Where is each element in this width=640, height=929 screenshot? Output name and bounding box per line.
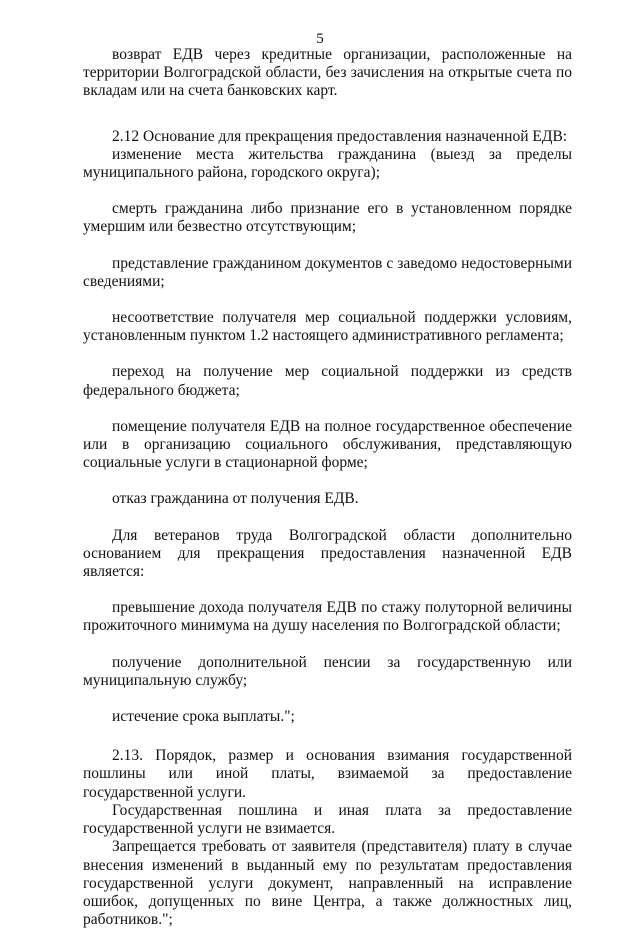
paragraph-2-12-heading: 2.12 Основание для прекращения предоставления назначенной ЕДВ: xyxy=(112,127,568,145)
paragraph-payment-term-expiry: истечение срока выплаты."; xyxy=(112,708,295,726)
document-body xyxy=(83,46,572,929)
paragraph-income-excess: превышение дохода получателя ЕДВ по стажу полуторной величины прожиточного минимума на душу населения по Волгоградской области; xyxy=(83,599,572,635)
paragraph-refusal: отказ гражданина от получения ЕДВ. xyxy=(112,490,359,508)
paragraph-false-documents: представление гражданином документов с заведомо недостоверными сведениями; xyxy=(83,254,572,290)
paragraph-conditions-mismatch: несоответствие получателя мер социальной поддержки условиям, установленным пунктом 1.2 настоящего административного регламента; xyxy=(83,309,572,345)
paragraph-payment-prohibition: Запрещается требовать от заявителя (представителя) плату в случае внесения изменений в выданный ему по результатам предоставления государственной услуги документ, направленный на исправление ошибок, допущенных по вине Центра, а также должностных лиц, работников."; xyxy=(83,838,572,929)
paragraph-2-13-state-fee: 2.13. Порядок, размер и основания взимания государственной пошлины или иной платы, взимаемой за предоставление государственной услуги. xyxy=(83,747,572,801)
paragraph-death-or-missing: смерть гражданина либо признание его в установленном порядке умершим или безвестно отсутствующим; xyxy=(83,200,572,236)
paragraph-labor-veterans-additional-grounds: Для ветеранов труда Волгоградской области дополнительно основанием для прекращения предоставления назначенной ЕДВ является: xyxy=(83,526,572,581)
paragraph-federal-budget-transfer: переход на получение мер социальной поддержки из средств федерального бюджета; xyxy=(83,363,572,399)
paragraph-state-care-placement: помещение получателя ЕДВ на полное государственное обеспечение или в организацию социального обслуживания, представляющую социальные услуги в стационарной форме; xyxy=(83,417,572,472)
paragraph-no-fee: Государственная пошлина и иная плата за предоставление государственной услуги не взимается. xyxy=(83,801,572,838)
paragraph-additional-pension: получение дополнительной пенсии за государственную или муниципальную службу; xyxy=(83,653,572,689)
paragraph-change-of-residence: изменение места жительства гражданина (выезд за пределы муниципального района, городского округа); xyxy=(83,145,572,182)
paragraph-refund-via-credit-organizations: возврат ЕДВ через кредитные организации, расположенные на территории Волгоградской области, без зачисления на открытые счета по вкладам или на счета банковских карт. xyxy=(83,46,572,100)
page-number: 5 xyxy=(316,31,324,47)
